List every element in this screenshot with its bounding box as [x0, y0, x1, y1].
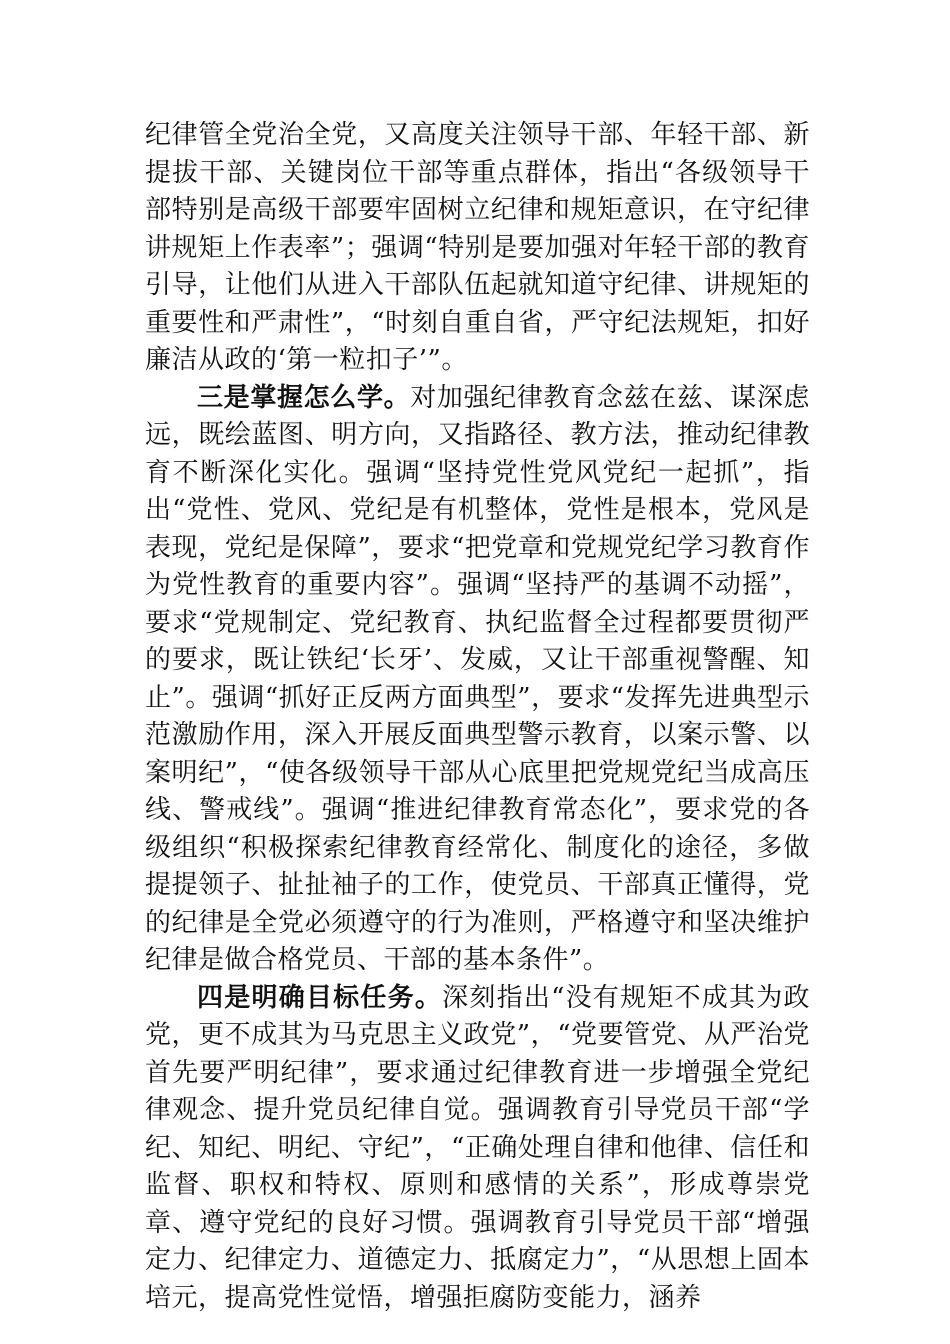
- paragraph-lead-heading: 三是掌握怎么学。: [197, 382, 411, 413]
- paragraph-section-four: [145, 980, 810, 1318]
- paragraph-continuation: [145, 117, 810, 380]
- paragraph-text: 纪律管全党治全党，又高度关注领导干部、年轻干部、新提拔干部、关键岗位干部等重点群体，指出“各级领导干部特别是高级干部要牢固树立纪律和规矩意识，在守纪律讲规矩上作表率”；强调“特别是要加强对年轻干部的教育引导，让他们从进入干部队伍起就知道守纪律、讲规矩的重要性和严肃性”，“时刻自重自省，严守纪法规矩，扣好廉洁从政的‘第一粒扣子’”。: [145, 120, 810, 375]
- paragraph-lead-heading: 四是明确目标任务。: [197, 982, 443, 1013]
- paragraph-text: 深刻指出“没有规矩不成其为政党，更不成其为马克思主义政党”，“党要管党、从严治党首先要严明纪律”，要求通过纪律教育进一步增强全党纪律观念、提升党员纪律自觉。强调教育引导党员干部“学纪、知纪、明纪、守纪”，“正确处理自律和他律、信任和监督、职权和特权、原则和感情的关系”，形成尊崇党章、遵守党纪的良好习惯。强调教育引导党员干部“增强定力、纪律定力、道德定力、抵腐定力”，“从思想上固本培元，提高党性觉悟，增强拒腐防变能力，涵养: [145, 982, 810, 1313]
- paragraph-text: 对加强纪律教育念兹在兹、谋深虑远，既绘蓝图、明方向，又指路径、教方法，推动纪律教育不断深化实化。强调“坚持党性党风党纪一起抓”，指出“党性、党风、党纪是有机整体，党性是根本，党风是表现，党纪是保障”，要求“把党章和党规党纪学习教育作为党性教育的重要内容”。强调“坚持严的基调不动摇”，要求“党规制定、党纪教育、执纪监督全过程都要贯彻严的要求，既让铁纪‘长牙’、发威，又让干部重视警醒、知止”。强调“抓好正反两方面典型”，要求“发挥先进典型示范激励作用，深入开展反面典型警示教育，以案示警、以案明纪”，“使各级领导干部从心底里把党规党纪当成高压线、警戒线”。强调“推进纪律教育常态化”，要求党的各级组织“积极探索纪律教育经常化、制度化的途径，多做提提领子、扯扯袖子的工作，使党员、干部真正懂得，党的纪律是全党必须遵守的行为准则，严格遵守和坚决维护纪律是做合格党员、干部的基本条件”。: [145, 382, 810, 975]
- paragraph-section-three: [145, 380, 810, 980]
- document-body: [145, 117, 810, 1317]
